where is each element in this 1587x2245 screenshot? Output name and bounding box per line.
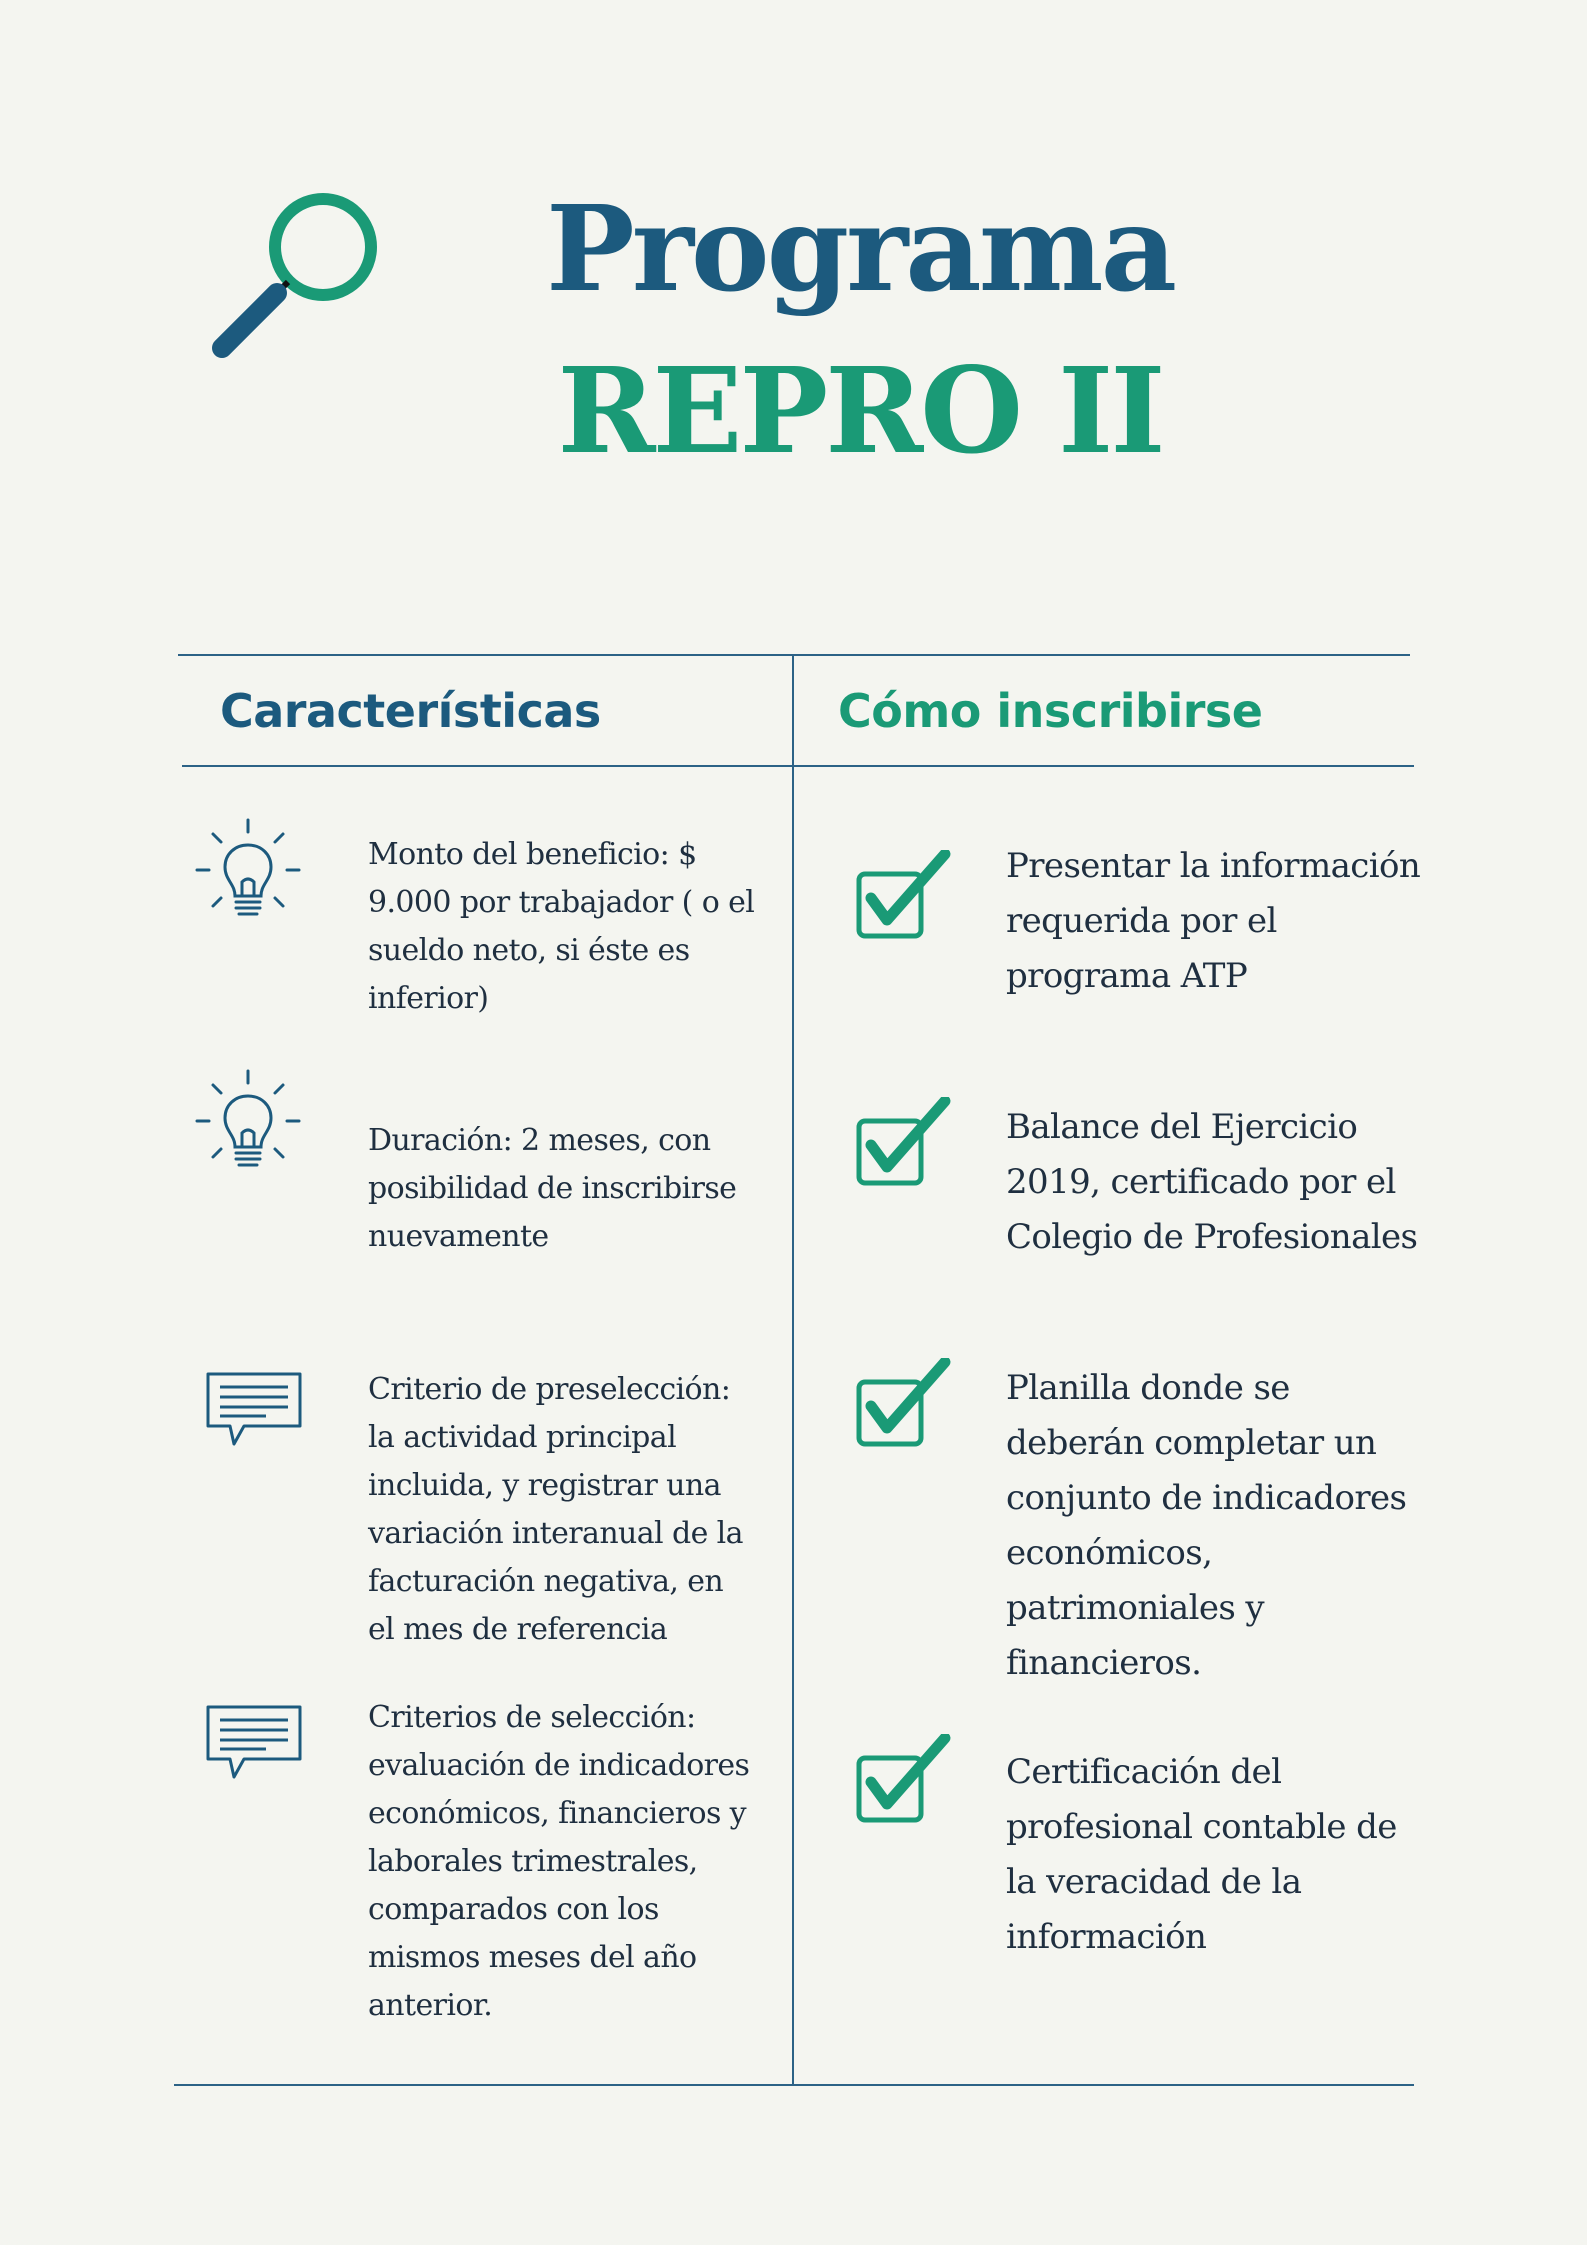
list-item-text: Presentar la información requerida por el programa ATP	[1006, 846, 1421, 996]
list-item-text: Planilla donde se deberán completar un conjunto de indicadores económicos, patrimoniales y financieros.	[1006, 1368, 1407, 1683]
list-item-text: Monto del beneficio: $ 9.000 por trabajador ( o el sueldo neto, si éste es inferior)	[368, 837, 755, 1016]
left-column-heading: Características	[220, 684, 601, 738]
lightbulb-icon	[193, 1069, 303, 1179]
table-top-divider	[178, 654, 1410, 656]
speech-bubble-icon	[206, 1705, 302, 1781]
speech-bubble-icon	[206, 1372, 302, 1448]
lightbulb-icon	[193, 818, 303, 928]
right-column-heading: Cómo inscribirse	[838, 684, 1263, 738]
checkbox-icon	[855, 1097, 951, 1189]
list-item-text: Certificación del profesional contable de la veracidad de la información	[1006, 1752, 1397, 1957]
header-divider	[182, 765, 1414, 767]
page-title-line1: Programa	[545, 179, 1175, 318]
list-item-text: Criterios de selección: evaluación de indicadores económicos, financieros y laborales trimestrales, comparados con los mismos meses del año anterior.	[368, 1700, 750, 2023]
page-title-line2: REPRO II	[557, 341, 1163, 480]
list-item-text: Balance del Ejercicio 2019, certificado por el Colegio de Profesionales	[1006, 1107, 1418, 1257]
list-item-text: Duración: 2 meses, con posibilidad de inscribirse nuevamente	[368, 1123, 737, 1254]
checkbox-icon	[855, 1734, 951, 1826]
column-divider	[792, 655, 794, 2085]
table-bottom-divider	[174, 2084, 1414, 2086]
checkbox-icon	[855, 850, 951, 942]
checkbox-icon	[855, 1358, 951, 1450]
list-item-text: Criterio de preselección: la actividad principal incluida, y registrar una variación interanual de la facturación negativa, en el mes de referencia	[368, 1372, 743, 1647]
